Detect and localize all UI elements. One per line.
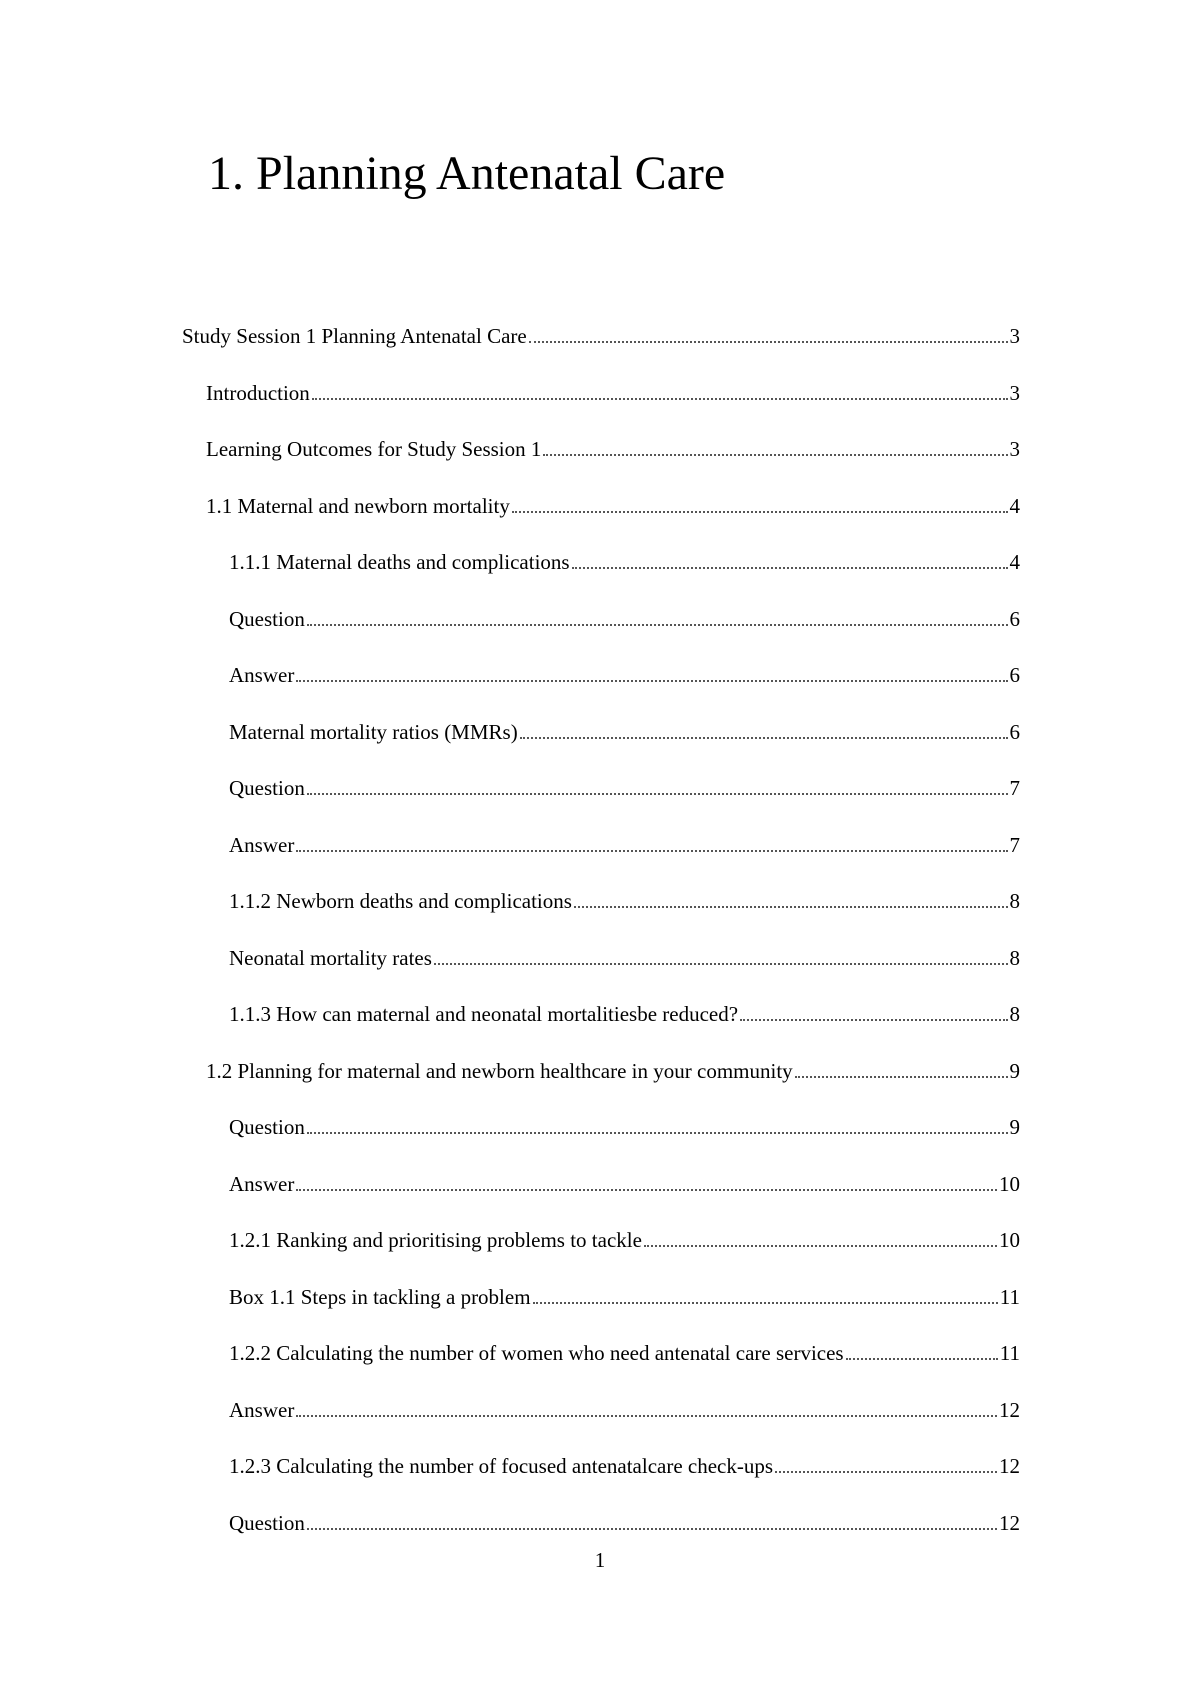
toc-dot-leader — [775, 1471, 997, 1473]
toc-entry-page: 9 — [1009, 1115, 1020, 1139]
toc-entry[interactable] — [229, 831, 1020, 859]
toc-entry-page: 7 — [1009, 832, 1020, 857]
toc-dot-leader — [512, 511, 1008, 513]
toc-entry[interactable] — [229, 548, 1020, 576]
toc-entry-label: Question — [229, 1510, 305, 1535]
toc-entry[interactable] — [229, 1000, 1020, 1028]
toc-entry[interactable] — [229, 1339, 1020, 1367]
toc-entry-page: 4 — [1009, 550, 1020, 574]
toc-entry[interactable] — [182, 322, 1020, 350]
toc-dot-leader — [520, 737, 1008, 739]
toc-entry[interactable] — [229, 944, 1020, 972]
toc-dot-leader — [434, 963, 1008, 965]
toc-entry-page: 3 — [1009, 437, 1020, 461]
toc-entry-label: 1.1.3 How can maternal and neonatal mortalitiesbe reduced? — [229, 1002, 739, 1026]
toc-entry[interactable] — [229, 605, 1020, 633]
toc-dot-leader — [543, 454, 1007, 456]
toc-entry-label: Study Session 1 Planning Antenatal Care — [182, 324, 527, 348]
toc-entry-page: 12 — [999, 1454, 1020, 1478]
toc-entry-page: 11 — [999, 1341, 1020, 1365]
toc-dot-leader — [307, 793, 1008, 795]
toc-entry-page: 9 — [1009, 1058, 1020, 1083]
toc-entry-label: Neonatal mortality rates — [229, 945, 432, 970]
toc-entry[interactable] — [229, 661, 1020, 689]
toc-entry[interactable] — [229, 1170, 1020, 1198]
toc-entry[interactable] — [229, 718, 1020, 746]
toc-dot-leader — [533, 1302, 998, 1304]
toc-entry-label: Question — [229, 776, 305, 800]
toc-entry[interactable] — [229, 774, 1020, 802]
toc-entry[interactable] — [229, 1509, 1020, 1537]
toc-entry-page: 8 — [1009, 889, 1020, 913]
toc-dot-leader — [740, 1019, 1007, 1021]
toc-dot-leader — [644, 1245, 997, 1247]
toc-entry-page: 7 — [1009, 776, 1020, 800]
toc-entry-label: 1.1.2 Newborn deaths and complications — [229, 889, 572, 913]
toc-dot-leader — [795, 1076, 1008, 1078]
page-number: 1 — [594, 1548, 606, 1572]
toc-entry-label: Question — [229, 1115, 305, 1139]
toc-entry-label: Answer — [229, 663, 295, 687]
toc-entry-label: 1.1 Maternal and newborn mortality — [206, 493, 510, 518]
toc-entry-label: Answer — [229, 832, 295, 857]
toc-entry[interactable] — [206, 435, 1020, 463]
toc-entry-page: 6 — [1009, 719, 1020, 744]
toc-dot-leader — [296, 1415, 997, 1417]
toc-entry-label: Answer — [229, 1397, 295, 1422]
toc-dot-leader — [296, 680, 1007, 682]
toc-entry[interactable] — [229, 1396, 1020, 1424]
toc-entry[interactable] — [229, 1226, 1020, 1254]
toc-entry-page: 10 — [999, 1171, 1020, 1196]
toc-entry[interactable] — [229, 887, 1020, 915]
toc-entry-label: Answer — [229, 1171, 295, 1196]
toc-entry-label: Question — [229, 606, 305, 631]
toc-entry-page: 10 — [999, 1228, 1020, 1252]
toc-dot-leader — [529, 341, 1008, 343]
toc-entry[interactable] — [206, 492, 1020, 520]
toc-entry-page: 8 — [1009, 945, 1020, 970]
toc-entry[interactable] — [206, 379, 1020, 407]
toc-entry-label: Introduction — [206, 380, 310, 405]
toc-dot-leader — [296, 1189, 997, 1191]
toc-entry-page: 4 — [1009, 493, 1020, 518]
toc-entry-page: 11 — [999, 1284, 1020, 1309]
toc-entry-label: 1.2.1 Ranking and prioritising problems to tackle — [229, 1228, 642, 1252]
toc-entry-page: 3 — [1009, 324, 1020, 348]
toc-entry[interactable] — [206, 1057, 1020, 1085]
toc-entry-label: Box 1.1 Steps in tackling a problem — [229, 1284, 531, 1309]
toc-entry[interactable] — [229, 1113, 1020, 1141]
toc-entry-label: 1.2 Planning for maternal and newborn healthcare in your community — [206, 1058, 793, 1083]
toc-entry-page: 12 — [999, 1510, 1020, 1535]
toc-dot-leader — [296, 850, 1007, 852]
toc-entry-label: Learning Outcomes for Study Session 1 — [206, 437, 542, 461]
toc-dot-leader — [312, 398, 1008, 400]
toc-entry-page: 3 — [1009, 380, 1020, 405]
toc-entry[interactable] — [229, 1283, 1020, 1311]
toc-entry-page: 12 — [999, 1397, 1020, 1422]
toc-dot-leader — [574, 906, 1008, 908]
toc-entry-label: 1.2.2 Calculating the number of women who need antenatal care services — [229, 1341, 844, 1365]
toc-dot-leader — [307, 1132, 1008, 1134]
toc-entry-page: 6 — [1009, 663, 1020, 687]
toc-entry-label: 1.2.3 Calculating the number of focused antenatalcare check-ups — [229, 1454, 774, 1478]
toc-dot-leader — [307, 1528, 997, 1530]
toc-dot-leader — [846, 1358, 998, 1360]
toc-entry-label: 1.1.1 Maternal deaths and complications — [229, 550, 570, 574]
toc-entry-label: Maternal mortality ratios (MMRs) — [229, 719, 518, 744]
toc-entry-page: 8 — [1009, 1002, 1020, 1026]
toc-dot-leader — [307, 624, 1008, 626]
toc-dot-leader — [572, 567, 1008, 569]
document-title: 1. Planning Antenatal Care — [208, 147, 726, 200]
toc-entry[interactable] — [229, 1452, 1020, 1480]
toc-entry-page: 6 — [1009, 606, 1020, 631]
